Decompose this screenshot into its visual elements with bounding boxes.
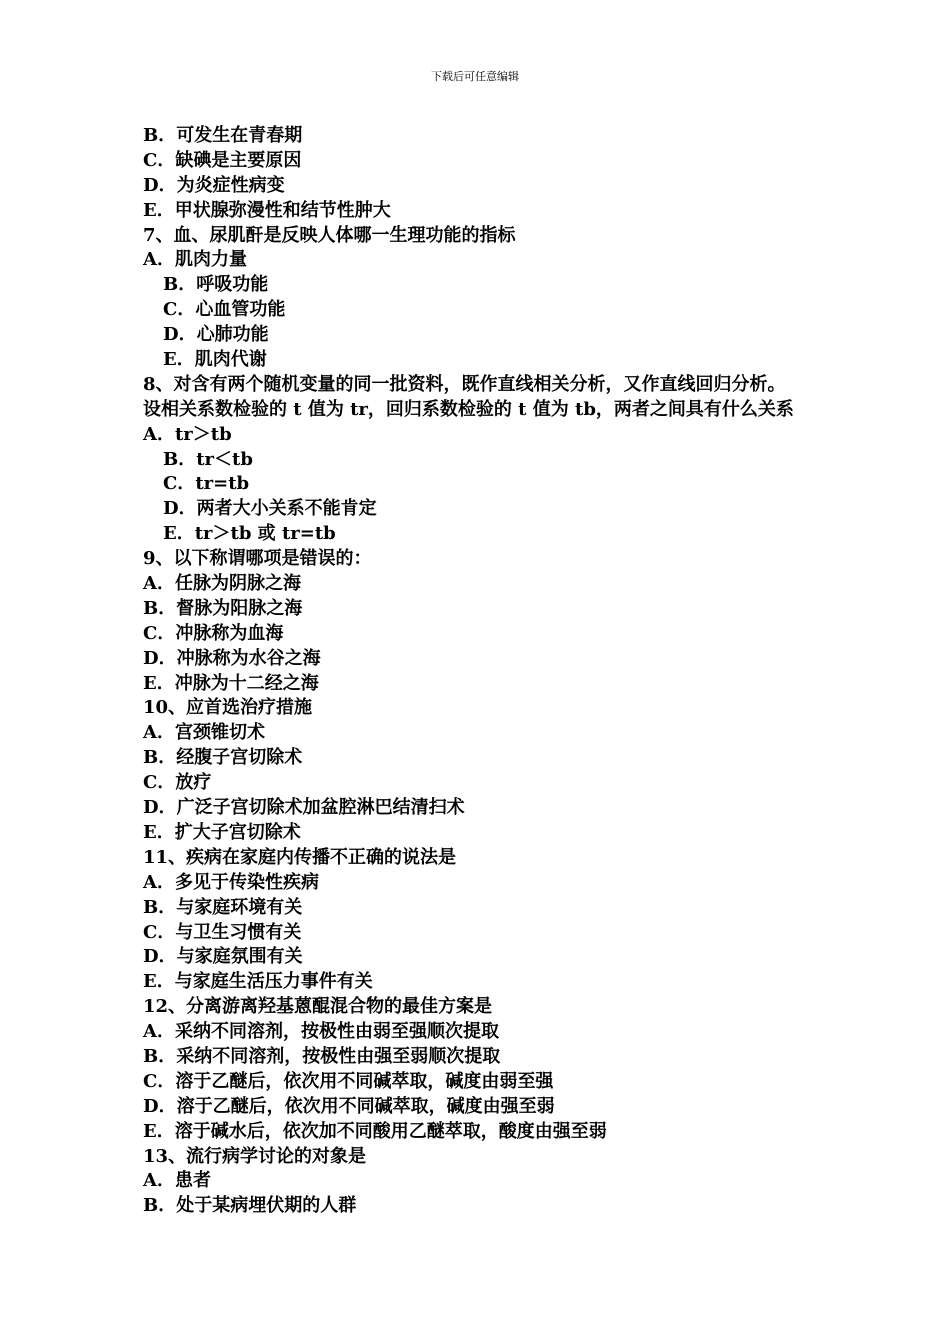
- text-line: B．处于某病埋伏期的人群: [143, 1195, 357, 1217]
- text-line: C．心血管功能: [163, 299, 286, 321]
- text-line: E．肌肉代谢: [163, 349, 267, 371]
- text-line: E．冲脉为十二经之海: [143, 672, 319, 694]
- text-line: B．经腹子宫切除术: [143, 747, 303, 769]
- text-line: C．溶于乙醚后，依次用不同碱萃取，碱度由弱至强: [143, 1070, 554, 1092]
- text-line: 7、血、尿肌酐是反映人体哪一生理功能的指标: [143, 224, 516, 246]
- text-line: A．tr＞tb: [143, 423, 232, 445]
- text-line: D．两者大小关系不能肯定: [163, 498, 377, 520]
- page-header: 下载后可任意编辑: [431, 70, 519, 83]
- text-line: B．可发生在青春期: [143, 125, 303, 146]
- text-line: C．与卫生习惯有关: [143, 921, 302, 943]
- text-line: 9、以下称谓哪项是错误的：: [143, 548, 372, 570]
- text-line: D．为炎症性病变: [143, 174, 285, 196]
- text-line: C．放疗: [143, 772, 212, 794]
- text-line: E．甲状腺弥漫性和结节性肿大: [143, 199, 391, 221]
- text-line: 8、对含有两个随机变量的同一批资料，既作直线相关分析，又作直线回归分析。: [143, 373, 786, 395]
- text-line: C．冲脉称为血海: [143, 622, 284, 644]
- text-line: D．溶于乙醚后，依次用不同碱萃取，碱度由强至弱: [143, 1095, 555, 1117]
- text-line: A．任脉为阴脉之海: [143, 573, 301, 595]
- document-body: [143, 124, 843, 1219]
- text-line: D．冲脉称为水谷之海: [143, 647, 321, 669]
- text-line: 11、疾病在家庭内传播不正确的说法是: [143, 846, 457, 868]
- text-line: A．采纳不同溶剂，按极性由弱至强顺次提取: [143, 1021, 499, 1043]
- text-line: A．肌肉力量: [143, 249, 247, 271]
- text-line: E．与家庭生活压力事件有关: [143, 971, 373, 993]
- text-line: 10、应首选治疗措施: [143, 697, 313, 719]
- text-line: C．缺碘是主要原因: [143, 149, 302, 171]
- text-line: D．心肺功能: [163, 324, 269, 346]
- text-line: B．采纳不同溶剂，按极性由强至弱顺次提取: [143, 1045, 501, 1067]
- text-line: B．与家庭环境有关: [143, 896, 303, 918]
- text-line: E．溶于碱水后，依次加不同酸用乙醚萃取，酸度由强至弱: [143, 1120, 607, 1142]
- text-line: B．tr＜tb: [163, 448, 253, 470]
- text-line: A．宫颈锥切术: [143, 722, 265, 744]
- text-line: E．tr＞tb 或 tr=tb: [163, 523, 336, 545]
- text-line: D．与家庭氛围有关: [143, 946, 303, 968]
- text-line: A．多见于传染性疾病: [143, 871, 319, 893]
- text-line: 12、分离游离羟基蒽醌混合物的最佳方案是: [143, 996, 493, 1018]
- text-line: 设相关系数检验的 t 值为 tr，回归系数检验的 t 值为 tb，两者之间具有什么关系: [143, 398, 794, 420]
- text-line: E．扩大子宫切除术: [143, 821, 301, 843]
- text-line: D．广泛子宫切除术加盆腔淋巴结清扫术: [143, 797, 465, 819]
- text-line: 13、流行病学讨论的对象是: [143, 1145, 367, 1167]
- text-line: C．tr=tb: [163, 473, 250, 495]
- text-line: B．呼吸功能: [163, 274, 269, 296]
- text-line: B．督脉为阳脉之海: [143, 597, 303, 619]
- text-line: A．患者: [143, 1170, 211, 1192]
